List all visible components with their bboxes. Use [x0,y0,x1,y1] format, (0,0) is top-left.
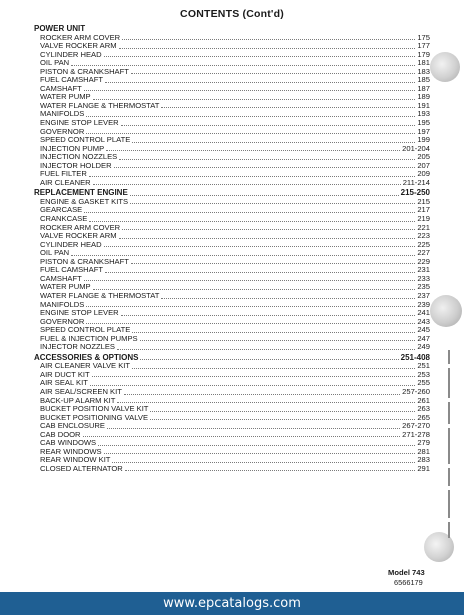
toc-entry-page: 219 [417,214,430,224]
toc-entry-page: 267-270 [402,421,430,431]
dot-leader [117,344,415,350]
toc-entry-label: ROCKER ARM COVER [40,32,121,42]
toc-entry-label: AIR SEAL/SCREEN KIT [40,386,122,396]
toc-entry-label: WATER PUMP [40,92,91,102]
toc-entry-label: OIL PAN [40,58,70,68]
dot-leader [122,34,415,40]
dot-leader [86,301,415,307]
dot-leader [89,216,415,222]
section-title: POWER UNIT [34,24,86,33]
dot-leader [98,440,415,446]
dot-leader [84,207,415,213]
toc-entry [34,241,430,250]
toc-entry [34,119,430,128]
toc-entry-page: 245 [417,325,430,335]
toc-entry-label: CRANKCASE [40,214,88,224]
section-title: REPLACEMENT ENGINE [34,188,128,198]
toc-entry-page: 205 [417,152,430,162]
toc-entry-page: 279 [417,438,430,448]
dot-leader [84,275,416,281]
toc-entry-page: 241 [417,308,430,318]
toc-entry-label: OIL PAN [40,248,70,258]
toc-entry-label: SPEED CONTROL PLATE [40,135,131,145]
toc-entry-page: 283 [417,455,430,465]
binder-hole [430,295,462,327]
toc-entry-label: AIR CLEANER VALVE KIT [40,361,131,371]
toc-entry [34,309,430,318]
dot-leader [71,250,415,256]
toc-entry-label: GEARCASE [40,205,83,215]
toc-entry-page: 195 [417,118,430,128]
toc-entry-label: FUEL CAMSHAFT [40,265,104,275]
dot-leader [84,85,416,91]
dot-leader [92,371,416,377]
toc-entry-label: WATER FLANGE & THERMOSTAT [40,290,160,300]
toc-entry [34,76,430,85]
dot-leader [117,397,415,403]
dot-leader [132,327,415,333]
toc-entry-label: INJECTOR HOLDER [40,160,112,170]
toc-entry-label: ENGINE STOP LEVER [40,118,119,128]
toc-entry [34,371,430,380]
toc-entry-page: 243 [417,316,430,326]
toc-entry [34,206,430,215]
toc-entry-page: 187 [417,83,430,93]
dot-leader [93,94,416,100]
toc-entry-page: 263 [417,404,430,414]
dot-leader [104,448,416,454]
toc-entry [34,102,430,111]
toc-entry [34,343,430,352]
toc-entry-page: 247 [417,333,430,343]
toc-entry-page: 265 [417,412,430,422]
toc-entry-page: 179 [417,49,430,59]
toc-entry-label: FUEL CAMSHAFT [40,75,104,85]
dot-leader [104,51,416,57]
dot-leader [114,162,416,168]
toc-entry-page: 271-278 [402,429,430,439]
toc-entry [34,51,430,60]
toc-entry-page: 191 [417,100,430,110]
dot-leader [107,423,400,429]
toc-entry-page: 185 [417,75,430,85]
toc-entry-label: AIR CLEANER [40,177,91,187]
toc-entry-label: MANIFOLDS [40,109,85,119]
toc-entry-page: 257-260 [402,386,430,396]
toc-entry [34,170,430,179]
dot-leader [119,233,416,239]
toc-entry-page: 253 [417,369,430,379]
toc-entry-page: 209 [417,169,430,179]
toc-entry-label: CYLINDER HEAD [40,239,102,249]
manual-code: 6566179 [394,578,423,587]
margin-print-mark [446,350,454,540]
toc-entry [34,422,430,431]
dot-leader [121,310,416,316]
toc-entry-page: 175 [417,32,430,42]
toc-entry-label: CYLINDER HEAD [40,49,102,59]
toc-entry-page: 197 [417,126,430,136]
dot-leader [132,137,415,143]
dot-leader [105,267,415,273]
dot-leader [119,43,416,49]
toc-entry-label: PISTON & CRANKSHAFT [40,256,129,266]
toc-entry-label: MANIFOLDS [40,299,85,309]
toc-entry-page: 199 [417,135,430,145]
dot-leader [93,179,401,185]
table-of-contents [34,25,430,473]
dot-leader [119,154,415,160]
toc-entry-label: GOVERNOR [40,126,85,136]
toc-entry-page: 225 [417,239,430,249]
toc-entry-page: 231 [417,265,430,275]
toc-entry-page: 183 [417,66,430,76]
toc-entry-label: CAMSHAFT [40,83,82,93]
toc-entry [34,198,430,207]
toc-entry-page: 291 [417,463,430,473]
binder-hole [430,52,460,82]
toc-entry-page: 251 [417,361,430,371]
toc-entry-page: 207 [417,160,430,170]
model-label: Model 743 [388,568,425,577]
dot-leader [130,190,399,196]
toc-entry-label: BUCKET POSITIONING VALVE [40,412,149,422]
toc-entry-page: 227 [417,248,430,258]
toc-entry-label: WATER PUMP [40,282,91,292]
toc-entry-label: BACK-UP ALARM KIT [40,395,116,405]
dot-leader [93,284,416,290]
dot-leader [90,380,416,386]
toc-entry-page: 221 [417,222,430,232]
toc-entry-page: 217 [417,205,430,215]
dot-leader [131,68,415,74]
toc-entry-page: 201-204 [402,143,430,153]
toc-entry-label: INJECTOR NOZZLES [40,342,115,352]
dot-leader [161,293,415,299]
toc-entry-label: CAMSHAFT [40,273,82,283]
page-title: CONTENTS (Cont'd) [180,8,284,20]
toc-entry-label: CAB DOOR [40,429,81,439]
dot-leader [106,145,400,151]
toc-entry-label: AIR DUCT KIT [40,369,90,379]
toc-entry [34,275,430,284]
toc-entry-page: 211-214 [402,177,430,187]
toc-entry-label: VALVE ROCKER ARM [40,41,117,51]
toc-entry-page: 189 [417,92,430,102]
toc-entry-page: 229 [417,256,430,266]
toc-entry [34,465,430,474]
dot-leader [124,389,400,395]
dot-leader [104,241,416,247]
dot-leader [140,354,398,360]
toc-entry-label: REAR WINDOW KIT [40,455,111,465]
toc-entry [34,266,430,275]
toc-entry-page: 261 [417,395,430,405]
toc-entry-page: 177 [417,41,430,51]
toc-entry-label: ENGINE & GASKET KITS [40,196,129,206]
watermark-banner[interactable]: www.epcatalogs.com [0,592,464,615]
dot-leader [150,414,415,420]
toc-entry [34,292,430,301]
dot-leader [140,335,416,341]
toc-entry-page: 239 [417,299,430,309]
dot-leader [130,198,415,204]
toc-entry-label: FUEL FILTER [40,169,87,179]
toc-entry-label: GOVERNOR [40,316,85,326]
dot-leader [89,171,415,177]
toc-entry [34,85,430,94]
toc-entry-label: PISTON & CRANKSHAFT [40,66,129,76]
dot-leader [71,60,415,66]
dot-leader [86,318,415,324]
toc-entry [34,362,430,371]
dot-leader [150,406,415,412]
toc-entry-label: WATER FLANGE & THERMOSTAT [40,100,160,110]
toc-entry-label: ROCKER ARM COVER [40,222,121,232]
toc-entry-page: 235 [417,282,430,292]
dot-leader [121,120,416,126]
toc-entry [34,162,430,171]
toc-entry [34,179,430,188]
section-page-range: 251-408 [400,352,430,362]
toc-entry-label: BUCKET POSITION VALVE KIT [40,404,149,414]
toc-entry-label: AIR SEAL KIT [40,378,88,388]
dot-leader [122,224,415,230]
dot-leader [132,363,415,369]
toc-entry-label: CLOSED ALTERNATOR [40,463,123,473]
toc-entry-page: 233 [417,273,430,283]
toc-entry-page: 281 [417,446,430,456]
toc-entry-label: VALVE ROCKER ARM [40,231,117,241]
section-page-range: 215-250 [400,188,430,198]
toc-entry-label: INJECTION NOZZLES [40,152,118,162]
dot-leader [86,128,415,134]
toc-entry-label: CAB ENCLOSURE [40,421,105,431]
dot-leader [86,111,415,117]
dot-leader [83,431,401,437]
dot-leader [112,457,415,463]
toc-entry-page: 193 [417,109,430,119]
toc-entry-label: REAR WINDOWS [40,446,102,456]
toc-entry-page: 237 [417,290,430,300]
dot-leader [105,77,415,83]
section-title: ACCESSORIES & OPTIONS [34,352,139,362]
toc-entry-page: 249 [417,342,430,352]
toc-entry-page: 181 [417,58,430,68]
toc-entry-label: INJECTION PUMP [40,143,105,153]
toc-entry-label: FUEL & INJECTION PUMPS [40,333,138,343]
toc-entry-label: ENGINE STOP LEVER [40,308,119,318]
dot-leader [131,258,415,264]
dot-leader [125,465,416,471]
toc-entry-page: 215 [417,196,430,206]
toc-entry-page: 255 [417,378,430,388]
toc-entry-label: SPEED CONTROL PLATE [40,325,131,335]
toc-entry-page: 223 [417,231,430,241]
toc-entry-label: CAB WINDOWS [40,438,97,448]
dot-leader [161,102,415,108]
